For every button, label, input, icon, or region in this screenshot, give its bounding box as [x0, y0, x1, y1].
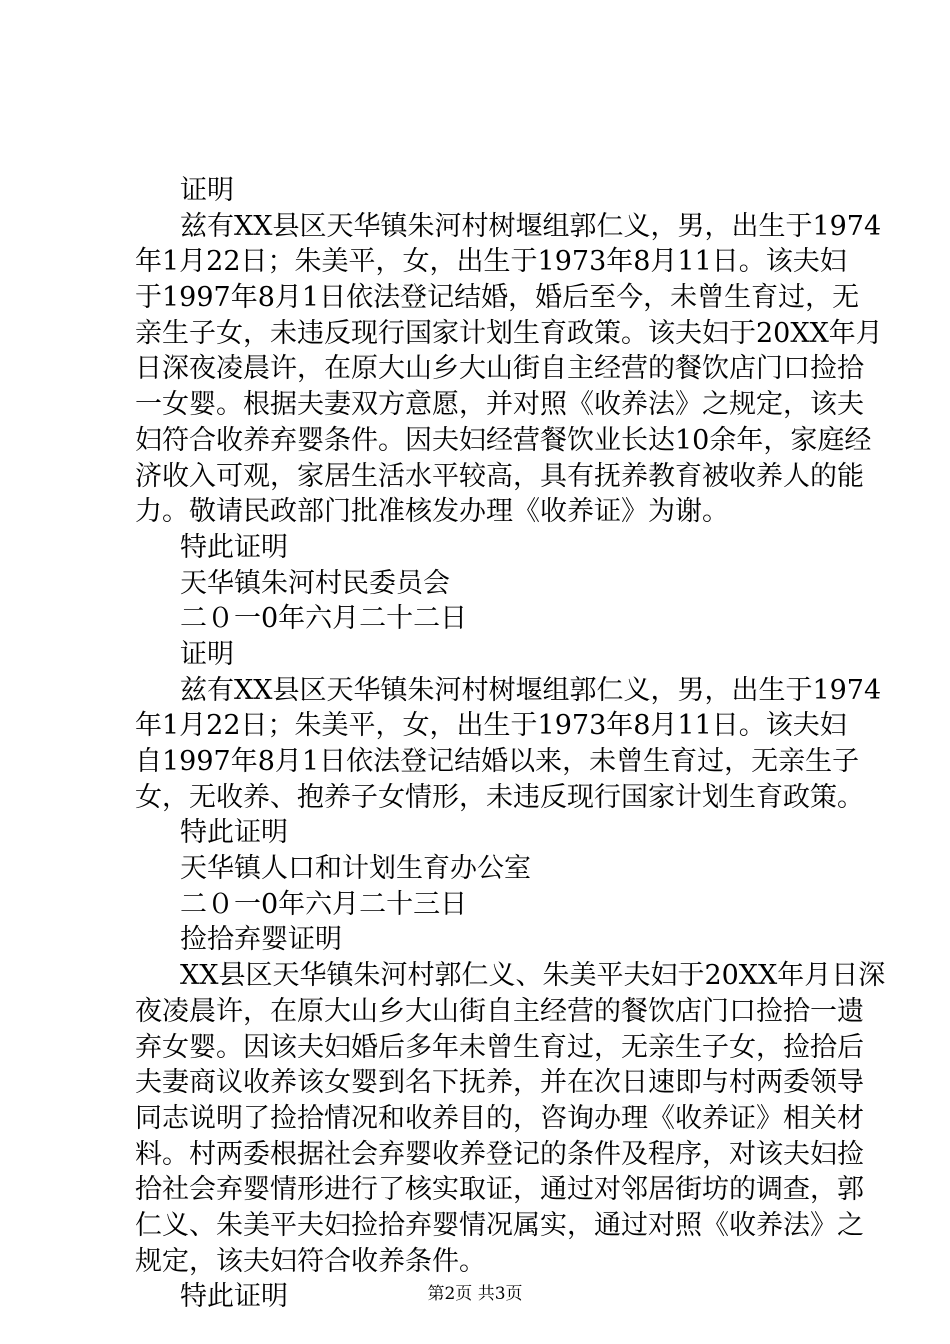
- paragraph-line: 一女婴。根据夫妻双方意愿，并对照《收养法》之规定，该夫: [135, 389, 864, 421]
- paragraph-line: 拾社会弃婴情形进行了核实取证，通过对邻居街坊的调查，郭: [135, 1174, 864, 1206]
- paragraph-line: 日深夜凌晨许，在原大山乡大山街自主经营的餐饮店门口捡拾: [135, 353, 864, 385]
- paragraph-line: 夫妻商议收养该女婴到名下抚养，并在次日速即与村两委领导: [135, 1067, 864, 1099]
- heading-certificate-1: 证明: [180, 175, 234, 206]
- closing-phrase: 特此证明: [180, 1281, 288, 1313]
- paragraph-line: 女，无收养、抱养子女情形，未违反现行国家计划生育政策。: [135, 781, 864, 813]
- issue-date: 二０一0年六月二十二日: [180, 603, 468, 635]
- paragraph-line: 兹有XX县区天华镇朱河村树堰组郭仁义，男，出生于1974: [180, 210, 882, 242]
- issuer-name: 天华镇朱河村民委员会: [180, 567, 450, 599]
- paragraph-line: 料。村两委根据社会弃婴收养登记的条件及程序，对该夫妇捡: [135, 1138, 864, 1170]
- paragraph-line: 仁义、朱美平夫妇捡拾弃婴情况属实，通过对照《收养法》之: [135, 1209, 864, 1241]
- paragraph-line: 年1月22日；朱美平，女，出生于1973年8月11日。该夫妇: [135, 246, 847, 278]
- issuer-name: 天华镇人口和计划生育办公室: [180, 853, 531, 885]
- paragraph-line: 弃女婴。因该夫妇婚后多年未曾生育过，无亲生子女，捡拾后: [135, 1031, 864, 1063]
- closing-phrase: 特此证明: [180, 817, 288, 849]
- paragraph-line: 力。敬请民政部门批准核发办理《收养证》为谢。: [135, 496, 729, 528]
- paragraph-line: 自1997年8月1日依法登记结婚以来，未曾生育过，无亲生子: [135, 746, 860, 777]
- page-number: 第2页 共3页: [427, 1284, 523, 1304]
- paragraph-line: 兹有XX县区天华镇朱河村树堰组郭仁义，男，出生于1974: [180, 674, 882, 706]
- heading-certificate-2: 证明: [180, 638, 234, 670]
- paragraph-line: 于1997年8月1日依法登记结婚，婚后至今，未曾生育过，无: [135, 282, 860, 314]
- paragraph-line: 亲生子女，未违反现行国家计划生育政策。该夫妇于20XX年月: [135, 317, 883, 349]
- paragraph-line: XX县区天华镇朱河村郭仁义、朱美平夫妇于20XX年月日深: [180, 960, 886, 992]
- paragraph-line: 同志说明了捡拾情况和收养目的，咨询办理《收养证》相关材: [135, 1102, 864, 1134]
- paragraph-line: 济收入可观，家居生活水平较高，具有抚养教育被收养人的能: [135, 460, 864, 492]
- heading-certificate-3: 捡拾弃婴证明: [180, 924, 342, 956]
- paragraph-line: 年1月22日；朱美平，女，出生于1973年8月11日。该夫妇: [135, 710, 847, 742]
- paragraph-line: 妇符合收养弃婴条件。因夫妇经营餐饮业长达10余年，家庭经: [135, 424, 872, 456]
- closing-phrase: 特此证明: [180, 531, 288, 563]
- page-footer: [0, 1283, 950, 1305]
- paragraph-line: 夜凌晨许，在原大山乡大山街自主经营的餐饮店门口捡拾一遗: [135, 995, 864, 1027]
- document-body: [135, 173, 886, 1315]
- paragraph-line: 规定，该夫妇符合收养条件。: [135, 1245, 486, 1277]
- issue-date: 二０一0年六月二十三日: [180, 888, 468, 920]
